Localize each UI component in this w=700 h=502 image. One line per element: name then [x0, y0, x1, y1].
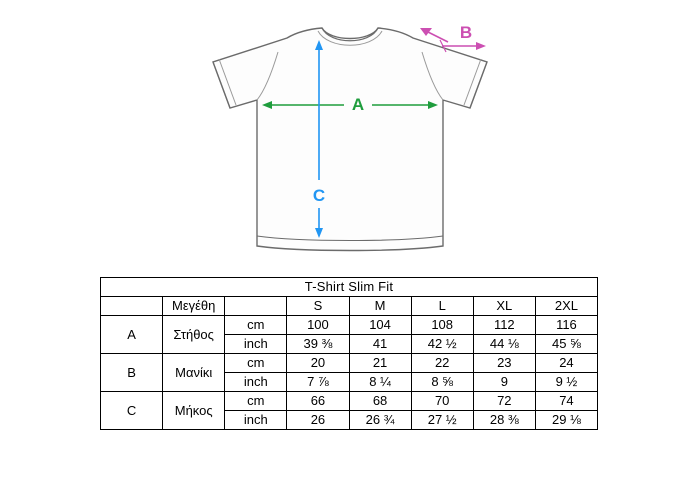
- cell-b-inch-m: 8 ¼: [349, 373, 411, 392]
- cell-a-inch-m: 41: [349, 335, 411, 354]
- length-label: C: [312, 186, 326, 205]
- page-title: T-Shirt Slim Fit: [101, 278, 598, 297]
- cell-c-cm-xl: 72: [473, 392, 535, 411]
- cell-c-cm-s: 66: [287, 392, 349, 411]
- row-name-length: Μήκος: [163, 392, 225, 430]
- cell-b-cm-l: 22: [411, 354, 473, 373]
- size-header-m: M: [349, 297, 411, 316]
- cell-b-cm-2xl: 24: [535, 354, 597, 373]
- cell-a-cm-m: 104: [349, 316, 411, 335]
- row-name-chest: Στήθος: [163, 316, 225, 354]
- table-row: [101, 316, 598, 335]
- cell-a-inch-l: 42 ½: [411, 335, 473, 354]
- cell-c-inch-l: 27 ½: [411, 411, 473, 430]
- table-header-row: [101, 297, 598, 316]
- cell-a-cm-2xl: 116: [535, 316, 597, 335]
- cell-c-cm-l: 70: [411, 392, 473, 411]
- row-letter-c: C: [101, 392, 163, 430]
- unit-cm: cm: [225, 392, 287, 411]
- cell-c-cm-2xl: 74: [535, 392, 597, 411]
- cell-a-inch-s: 39 ⅜: [287, 335, 349, 354]
- cell-a-cm-xl: 112: [473, 316, 535, 335]
- size-header-l: L: [411, 297, 473, 316]
- size-header-s: S: [287, 297, 349, 316]
- table-row: [101, 354, 598, 373]
- cell-a-cm-l: 108: [411, 316, 473, 335]
- sizes-label: Μεγέθη: [163, 297, 225, 316]
- tshirt-outline-icon: [213, 28, 487, 251]
- header-blank-letter: [101, 297, 163, 316]
- header-blank-unit: [225, 297, 287, 316]
- cell-b-inch-l: 8 ⅝: [411, 373, 473, 392]
- cell-b-inch-xl: 9: [473, 373, 535, 392]
- size-header-xl: XL: [473, 297, 535, 316]
- row-letter-a: A: [101, 316, 163, 354]
- cell-b-inch-2xl: 9 ½: [535, 373, 597, 392]
- table-row: [101, 392, 598, 411]
- cell-c-inch-s: 26: [287, 411, 349, 430]
- cell-c-cm-m: 68: [349, 392, 411, 411]
- sleeve-label: B: [459, 23, 473, 42]
- cell-a-inch-xl: 44 ⅛: [473, 335, 535, 354]
- cell-b-inch-s: 7 ⅞: [287, 373, 349, 392]
- table-title-row: [101, 278, 598, 297]
- size-header-2xl: 2XL: [535, 297, 597, 316]
- cell-b-cm-s: 20: [287, 354, 349, 373]
- row-letter-b: B: [101, 354, 163, 392]
- cell-b-cm-m: 21: [349, 354, 411, 373]
- unit-cm: cm: [225, 316, 287, 335]
- unit-inch: inch: [225, 373, 287, 392]
- cell-c-inch-2xl: 29 ⅛: [535, 411, 597, 430]
- unit-inch: inch: [225, 335, 287, 354]
- cell-a-inch-2xl: 45 ⅝: [535, 335, 597, 354]
- row-name-sleeve: Μανίκι: [163, 354, 225, 392]
- unit-inch: inch: [225, 411, 287, 430]
- cell-b-cm-xl: 23: [473, 354, 535, 373]
- cell-a-cm-s: 100: [287, 316, 349, 335]
- cell-c-inch-xl: 28 ⅜: [473, 411, 535, 430]
- cell-c-inch-m: 26 ¾: [349, 411, 411, 430]
- unit-cm: cm: [225, 354, 287, 373]
- size-table: [100, 277, 598, 430]
- chest-label: A: [351, 95, 365, 114]
